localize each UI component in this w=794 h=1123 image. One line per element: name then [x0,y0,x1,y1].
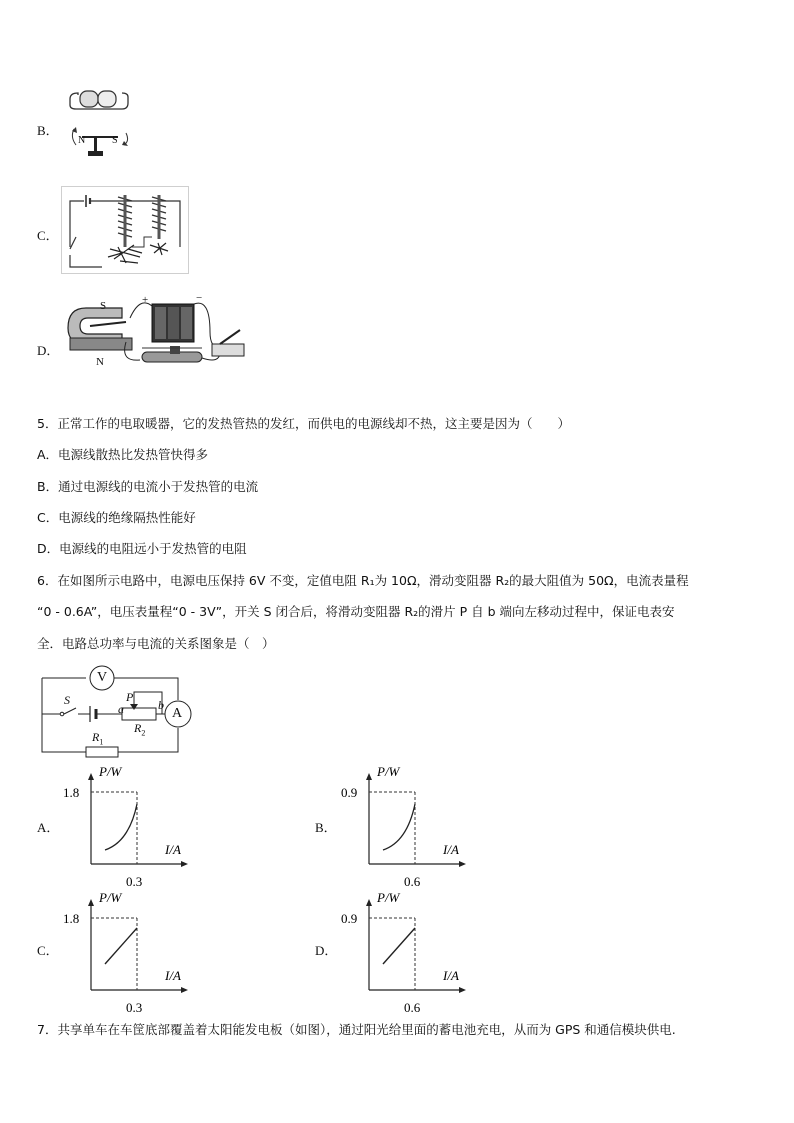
y-axis-label: P/W [99,764,122,779]
x-axis-arrow [181,861,188,867]
y-axis-label: P/W [377,890,400,905]
circuit-end-b: b [158,698,164,712]
fig-d-minus: − [196,292,203,304]
x-axis-label: I/A [443,968,459,983]
graph-option-letter: A． [37,820,60,835]
circuit-r2: $R_2$ [134,721,146,738]
x-tick-label: 0.3 [126,1000,143,1015]
option-b-label: B． [37,123,59,138]
q6-circuit-diagram [38,664,196,760]
power-curve [383,804,415,850]
power-line [383,928,415,964]
graph-option-letter: B． [315,820,337,835]
circuit-voltmeter-v: V [97,670,108,685]
q6-graph-c [37,888,237,1018]
q5-option-b: B．通过电源线的电流小于发热管的电流 [37,479,259,494]
x-tick-label: 0.3 [126,874,143,889]
q5-option-a: A．电源线散热比发热管快得多 [37,447,209,462]
x-axis-arrow [181,987,188,993]
x-axis-arrow [459,987,466,993]
fig-d-s: S [100,300,107,312]
y-tick-label: 1.8 [63,911,80,926]
fig-b-s: S [112,135,118,146]
q6-graph-b [315,762,515,892]
option-b-figure [60,85,138,163]
fig-d-plus: + [142,294,149,306]
q5-stem: 5．正常工作的电取暖器，它的发热管热的发红，而供电的电源线却不热，这主要是因为（ ） [37,416,570,431]
q6-line1: 6．在如图所示电路中，电源电压保持 6V 不变，定值电阻 R₁为 10Ω，滑动变阻器 R₂的最大阻值为 50Ω，电流表量程 [37,573,689,588]
x-axis-label: I/A [165,968,181,983]
graph-option-letter: D． [315,943,338,958]
circuit-end-a: a [118,702,124,716]
q5-option-c: C．电源线的绝缘隔热性能好 [37,510,196,525]
y-axis-arrow [366,773,372,780]
y-tick-label: 0.9 [341,911,358,926]
option-c-figure [61,186,189,274]
x-axis-label: I/A [165,842,181,857]
q5-option-d: D．电源线的电阻远小于发热管的电阻 [37,541,247,556]
circuit-r1: $R_1$ [92,730,104,747]
circuit-slider-p: P [126,690,134,704]
circuit-switch-s: S [64,693,70,707]
y-axis-arrow [88,773,94,780]
y-axis-arrow [88,899,94,906]
q7-stem: 7．共享单车在车筐底部覆盖着太阳能发电板（如图），通过阳光给里面的蓄电池充电，从而为 GPS 和通信模块供电. [37,1022,676,1037]
power-curve [105,804,137,850]
x-tick-label: 0.6 [404,1000,421,1015]
x-axis-arrow [459,861,466,867]
option-c-label: C． [37,228,59,243]
q6-line2: “0 - 0.6A”，电压表量程“0 - 3V”，开关 S 闭合后，将滑动变阻器 R₂的滑片 P 自 b 端向左移动过程中，保证电表安 [37,604,675,619]
option-d-label: D． [37,343,60,358]
y-axis-label: P/W [377,764,400,779]
graph-option-letter: C． [37,943,59,958]
circuit-ammeter-a: A [172,706,183,721]
y-tick-label: 1.8 [63,785,80,800]
fig-b-n: N [78,135,86,146]
x-axis-label: I/A [443,842,459,857]
q6-graph-a [37,762,237,892]
x-tick-label: 0.6 [404,874,421,889]
y-axis-label: P/W [99,890,122,905]
q6-line3: 全．电路总功率与电流的关系图象是（ ） [37,636,275,651]
y-tick-label: 0.9 [341,785,358,800]
q6-graph-d [315,888,515,1018]
y-axis-arrow [366,899,372,906]
fig-d-n: N [96,356,104,368]
power-line [105,928,137,964]
option-d-figure [60,292,250,370]
